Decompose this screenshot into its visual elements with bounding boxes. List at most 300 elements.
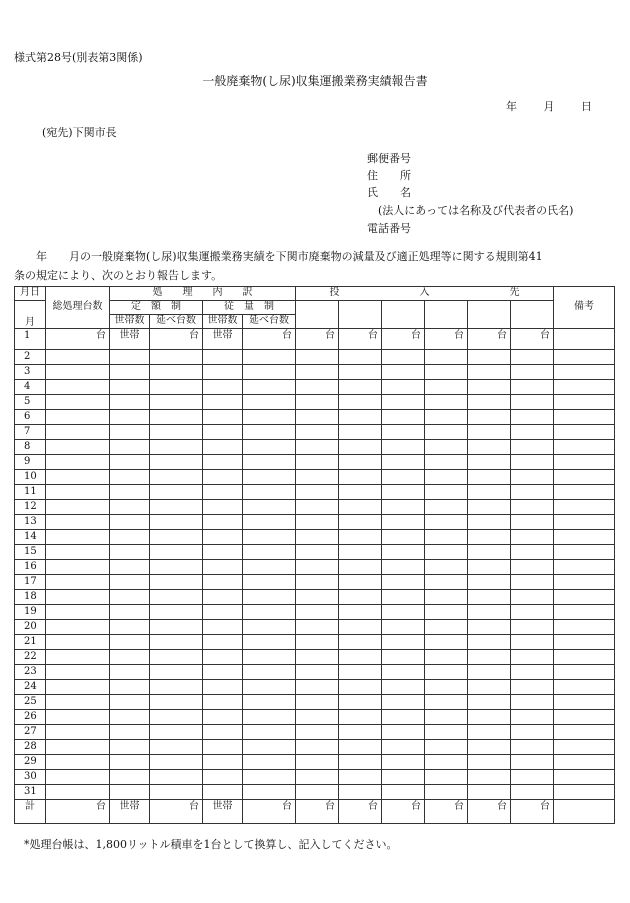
fixed-households-cell[interactable]	[110, 575, 150, 590]
fixed-cumulative-cell[interactable]	[150, 545, 203, 560]
fixed-cumulative-cell[interactable]	[150, 500, 203, 515]
destination-units-cell[interactable]	[468, 755, 511, 770]
destination-units-cell[interactable]	[382, 485, 425, 500]
destination-units-sum[interactable]: 台	[425, 800, 468, 824]
destination-units-cell[interactable]	[339, 725, 382, 740]
destination-units-cell[interactable]	[382, 560, 425, 575]
total-units-cell[interactable]: 台	[46, 328, 110, 349]
remarks-sum[interactable]	[554, 800, 615, 824]
fixed-households-cell[interactable]	[110, 545, 150, 560]
destination-units-cell[interactable]	[296, 575, 339, 590]
destination-units-cell[interactable]	[511, 575, 554, 590]
fixed-cumulative-cell[interactable]	[150, 695, 203, 710]
destination-units-cell[interactable]	[425, 680, 468, 695]
destination-units-cell[interactable]	[425, 620, 468, 635]
volume-cumulative-cell[interactable]	[243, 725, 296, 740]
destination-units-cell[interactable]	[511, 740, 554, 755]
destination-units-cell[interactable]	[296, 350, 339, 365]
destination-units-cell[interactable]	[425, 590, 468, 605]
destination-units-cell[interactable]	[382, 410, 425, 425]
destination-units-cell[interactable]	[339, 740, 382, 755]
volume-cumulative-cell[interactable]: 台	[243, 328, 296, 349]
remarks-cell[interactable]	[554, 470, 615, 485]
fixed-cumulative-cell[interactable]	[150, 350, 203, 365]
fixed-households-cell[interactable]	[110, 440, 150, 455]
fixed-cumulative-cell[interactable]	[150, 515, 203, 530]
destination-units-cell[interactable]	[382, 710, 425, 725]
destination-units-cell[interactable]	[296, 650, 339, 665]
total-units-cell[interactable]	[46, 740, 110, 755]
destination-units-cell[interactable]	[296, 365, 339, 380]
fixed-households-cell[interactable]	[110, 470, 150, 485]
fixed-households-cell[interactable]	[110, 695, 150, 710]
fixed-cumulative-cell[interactable]	[150, 785, 203, 800]
volume-households-cell[interactable]	[203, 560, 243, 575]
destination-units-cell[interactable]	[511, 455, 554, 470]
fixed-households-cell[interactable]	[110, 740, 150, 755]
destination-units-cell[interactable]	[511, 680, 554, 695]
destination-units-cell[interactable]	[511, 380, 554, 395]
destination-units-cell[interactable]	[511, 365, 554, 380]
destination-units-cell[interactable]	[425, 575, 468, 590]
volume-households-cell[interactable]	[203, 725, 243, 740]
destination-units-cell[interactable]	[468, 785, 511, 800]
volume-cumulative-cell[interactable]	[243, 530, 296, 545]
total-units-cell[interactable]	[46, 665, 110, 680]
destination-units-cell[interactable]	[382, 665, 425, 680]
volume-cumulative-cell[interactable]	[243, 680, 296, 695]
total-units-cell[interactable]	[46, 515, 110, 530]
destination-units-cell[interactable]	[468, 770, 511, 785]
total-units-cell[interactable]	[46, 560, 110, 575]
fixed-households-cell[interactable]	[110, 530, 150, 545]
volume-households-cell[interactable]	[203, 740, 243, 755]
fixed-cumulative-cell[interactable]	[150, 665, 203, 680]
total-units-cell[interactable]	[46, 710, 110, 725]
fixed-cumulative-cell[interactable]	[150, 770, 203, 785]
destination-units-sum[interactable]: 台	[468, 800, 511, 824]
total-units-cell[interactable]	[46, 695, 110, 710]
destination-units-cell[interactable]: 台	[425, 328, 468, 349]
total-units-cell[interactable]	[46, 500, 110, 515]
volume-cumulative-cell[interactable]	[243, 770, 296, 785]
fixed-cumulative-cell[interactable]	[150, 590, 203, 605]
remarks-cell[interactable]	[554, 328, 615, 349]
destination-units-cell[interactable]	[382, 680, 425, 695]
total-units-cell[interactable]	[46, 470, 110, 485]
fixed-households-cell[interactable]	[110, 395, 150, 410]
destination-units-cell[interactable]: 台	[468, 328, 511, 349]
remarks-cell[interactable]	[554, 485, 615, 500]
remarks-cell[interactable]	[554, 755, 615, 770]
volume-cumulative-cell[interactable]	[243, 440, 296, 455]
destination-units-cell[interactable]	[382, 590, 425, 605]
destination-units-cell[interactable]	[296, 590, 339, 605]
total-units-cell[interactable]	[46, 380, 110, 395]
destination-units-sum[interactable]: 台	[511, 800, 554, 824]
fixed-households-cell[interactable]	[110, 785, 150, 800]
destination-units-cell[interactable]	[296, 410, 339, 425]
remarks-cell[interactable]	[554, 440, 615, 455]
destination-units-cell[interactable]	[511, 785, 554, 800]
remarks-cell[interactable]	[554, 770, 615, 785]
destination-units-cell[interactable]	[339, 395, 382, 410]
remarks-cell[interactable]	[554, 425, 615, 440]
destination-units-cell[interactable]	[468, 620, 511, 635]
destination-units-cell[interactable]	[296, 620, 339, 635]
destination-units-cell[interactable]	[425, 770, 468, 785]
volume-households-cell[interactable]	[203, 485, 243, 500]
destination-units-cell[interactable]	[382, 740, 425, 755]
destination-units-cell[interactable]	[468, 710, 511, 725]
destination-units-cell[interactable]	[382, 395, 425, 410]
fixed-cumulative-sum[interactable]: 台	[150, 800, 203, 824]
destination-units-cell[interactable]	[511, 755, 554, 770]
destination-units-cell[interactable]	[296, 560, 339, 575]
destination-units-cell[interactable]	[382, 425, 425, 440]
destination-units-cell[interactable]	[468, 470, 511, 485]
destination-units-cell[interactable]	[468, 650, 511, 665]
destination-units-cell[interactable]	[339, 635, 382, 650]
destination-units-cell[interactable]	[339, 575, 382, 590]
destination-units-cell[interactable]	[425, 500, 468, 515]
volume-households-cell[interactable]	[203, 650, 243, 665]
volume-cumulative-cell[interactable]	[243, 605, 296, 620]
fixed-households-sum[interactable]: 世帯	[110, 800, 150, 824]
volume-households-cell[interactable]	[203, 470, 243, 485]
destination-units-cell[interactable]	[296, 785, 339, 800]
destination-units-cell[interactable]	[339, 440, 382, 455]
destination-units-cell[interactable]	[468, 695, 511, 710]
destination-units-cell[interactable]	[511, 590, 554, 605]
destination-units-cell[interactable]	[468, 545, 511, 560]
total-units-cell[interactable]	[46, 635, 110, 650]
total-units-cell[interactable]	[46, 545, 110, 560]
destination-units-cell[interactable]	[425, 710, 468, 725]
destination-units-cell[interactable]	[339, 485, 382, 500]
destination-units-cell[interactable]: 台	[382, 328, 425, 349]
destination-units-cell[interactable]	[296, 695, 339, 710]
destination-cell[interactable]	[296, 300, 339, 328]
destination-units-cell[interactable]	[296, 455, 339, 470]
destination-units-cell[interactable]	[339, 695, 382, 710]
total-units-cell[interactable]	[46, 455, 110, 470]
fixed-households-cell[interactable]	[110, 680, 150, 695]
destination-units-cell[interactable]	[382, 635, 425, 650]
total-units-cell[interactable]	[46, 785, 110, 800]
remarks-cell[interactable]	[554, 515, 615, 530]
destination-units-cell[interactable]: 台	[339, 328, 382, 349]
fixed-cumulative-cell[interactable]	[150, 680, 203, 695]
fixed-cumulative-cell[interactable]	[150, 425, 203, 440]
volume-cumulative-cell[interactable]	[243, 635, 296, 650]
destination-units-cell[interactable]	[425, 485, 468, 500]
volume-households-cell[interactable]	[203, 530, 243, 545]
destination-units-cell[interactable]	[425, 380, 468, 395]
destination-units-cell[interactable]	[511, 665, 554, 680]
fixed-households-cell[interactable]	[110, 710, 150, 725]
destination-units-cell[interactable]	[339, 590, 382, 605]
destination-units-cell[interactable]	[382, 545, 425, 560]
destination-units-sum[interactable]: 台	[382, 800, 425, 824]
destination-units-cell[interactable]	[296, 710, 339, 725]
destination-units-cell[interactable]	[382, 380, 425, 395]
remarks-cell[interactable]	[554, 725, 615, 740]
fixed-households-cell[interactable]	[110, 500, 150, 515]
volume-households-cell[interactable]	[203, 695, 243, 710]
destination-units-cell[interactable]	[425, 650, 468, 665]
remarks-cell[interactable]	[554, 635, 615, 650]
volume-cumulative-cell[interactable]	[243, 755, 296, 770]
remarks-cell[interactable]	[554, 530, 615, 545]
destination-units-cell[interactable]	[425, 785, 468, 800]
fixed-households-cell[interactable]	[110, 635, 150, 650]
volume-cumulative-cell[interactable]	[243, 470, 296, 485]
fixed-cumulative-cell[interactable]	[150, 485, 203, 500]
destination-units-cell[interactable]	[339, 620, 382, 635]
remarks-cell[interactable]	[554, 785, 615, 800]
destination-units-cell[interactable]	[425, 515, 468, 530]
destination-units-cell[interactable]	[511, 695, 554, 710]
volume-households-cell[interactable]: 世帯	[203, 328, 243, 349]
destination-units-cell[interactable]	[339, 365, 382, 380]
destination-units-cell[interactable]	[339, 380, 382, 395]
destination-units-cell[interactable]	[511, 470, 554, 485]
remarks-cell[interactable]	[554, 590, 615, 605]
volume-cumulative-cell[interactable]	[243, 590, 296, 605]
fixed-cumulative-cell[interactable]: 台	[150, 328, 203, 349]
destination-units-cell[interactable]	[339, 665, 382, 680]
remarks-cell[interactable]	[554, 380, 615, 395]
destination-units-cell[interactable]	[296, 500, 339, 515]
destination-units-cell[interactable]	[425, 740, 468, 755]
destination-units-cell[interactable]	[511, 710, 554, 725]
destination-units-cell[interactable]	[339, 755, 382, 770]
total-units-cell[interactable]	[46, 605, 110, 620]
volume-cumulative-cell[interactable]	[243, 455, 296, 470]
destination-units-cell[interactable]	[468, 455, 511, 470]
volume-households-cell[interactable]	[203, 545, 243, 560]
destination-units-cell[interactable]	[468, 350, 511, 365]
destination-units-cell[interactable]	[468, 500, 511, 515]
fixed-cumulative-cell[interactable]	[150, 440, 203, 455]
destination-units-cell[interactable]	[339, 515, 382, 530]
fixed-households-cell[interactable]	[110, 665, 150, 680]
destination-units-cell[interactable]	[296, 470, 339, 485]
destination-units-cell[interactable]: 台	[296, 328, 339, 349]
destination-units-cell[interactable]	[339, 680, 382, 695]
volume-households-cell[interactable]	[203, 620, 243, 635]
destination-units-cell[interactable]	[511, 395, 554, 410]
destination-units-cell[interactable]	[296, 770, 339, 785]
volume-households-cell[interactable]	[203, 680, 243, 695]
destination-units-cell[interactable]	[425, 440, 468, 455]
total-units-cell[interactable]	[46, 440, 110, 455]
destination-units-cell[interactable]	[382, 530, 425, 545]
destination-units-cell[interactable]	[425, 635, 468, 650]
destination-units-cell[interactable]	[425, 605, 468, 620]
fixed-cumulative-cell[interactable]	[150, 575, 203, 590]
volume-households-sum[interactable]: 世帯	[203, 800, 243, 824]
volume-cumulative-cell[interactable]	[243, 785, 296, 800]
volume-cumulative-cell[interactable]	[243, 500, 296, 515]
volume-households-cell[interactable]	[203, 410, 243, 425]
destination-units-cell[interactable]	[339, 770, 382, 785]
destination-cell[interactable]	[511, 300, 554, 328]
destination-units-cell[interactable]	[296, 425, 339, 440]
destination-units-cell[interactable]	[339, 605, 382, 620]
destination-units-cell[interactable]	[296, 515, 339, 530]
fixed-cumulative-cell[interactable]	[150, 650, 203, 665]
remarks-cell[interactable]	[554, 350, 615, 365]
fixed-cumulative-cell[interactable]	[150, 395, 203, 410]
destination-units-cell[interactable]: 台	[511, 328, 554, 349]
volume-cumulative-cell[interactable]	[243, 365, 296, 380]
destination-cell[interactable]	[468, 300, 511, 328]
destination-units-cell[interactable]	[382, 620, 425, 635]
total-units-cell[interactable]	[46, 395, 110, 410]
destination-units-cell[interactable]	[296, 530, 339, 545]
volume-households-cell[interactable]	[203, 365, 243, 380]
destination-units-cell[interactable]	[382, 605, 425, 620]
volume-cumulative-cell[interactable]	[243, 425, 296, 440]
destination-units-cell[interactable]	[468, 590, 511, 605]
destination-units-cell[interactable]	[511, 485, 554, 500]
destination-units-cell[interactable]	[382, 770, 425, 785]
fixed-households-cell[interactable]	[110, 515, 150, 530]
fixed-households-cell[interactable]	[110, 605, 150, 620]
volume-cumulative-cell[interactable]	[243, 710, 296, 725]
destination-units-cell[interactable]	[468, 485, 511, 500]
destination-units-cell[interactable]	[296, 665, 339, 680]
volume-cumulative-cell[interactable]	[243, 380, 296, 395]
fixed-households-cell[interactable]	[110, 770, 150, 785]
volume-households-cell[interactable]	[203, 515, 243, 530]
destination-units-cell[interactable]	[511, 515, 554, 530]
fixed-households-cell[interactable]	[110, 620, 150, 635]
volume-households-cell[interactable]	[203, 350, 243, 365]
total-units-cell[interactable]	[46, 575, 110, 590]
destination-units-cell[interactable]	[468, 425, 511, 440]
volume-cumulative-cell[interactable]	[243, 395, 296, 410]
destination-units-cell[interactable]	[511, 425, 554, 440]
destination-units-cell[interactable]	[382, 695, 425, 710]
fixed-households-cell[interactable]: 世帯	[110, 328, 150, 349]
destination-units-cell[interactable]	[511, 410, 554, 425]
fixed-households-cell[interactable]	[110, 380, 150, 395]
volume-cumulative-cell[interactable]	[243, 650, 296, 665]
destination-units-sum[interactable]: 台	[339, 800, 382, 824]
total-units-cell[interactable]	[46, 410, 110, 425]
total-units-cell[interactable]	[46, 650, 110, 665]
total-units-cell[interactable]	[46, 680, 110, 695]
destination-units-cell[interactable]	[511, 545, 554, 560]
volume-households-cell[interactable]	[203, 665, 243, 680]
destination-units-cell[interactable]	[339, 650, 382, 665]
destination-units-cell[interactable]	[425, 425, 468, 440]
destination-units-cell[interactable]	[296, 395, 339, 410]
destination-units-cell[interactable]	[425, 530, 468, 545]
destination-units-cell[interactable]	[425, 365, 468, 380]
volume-cumulative-cell[interactable]	[243, 575, 296, 590]
destination-units-cell[interactable]	[339, 425, 382, 440]
destination-units-cell[interactable]	[468, 740, 511, 755]
destination-units-cell[interactable]	[382, 470, 425, 485]
destination-units-cell[interactable]	[339, 350, 382, 365]
volume-households-cell[interactable]	[203, 590, 243, 605]
destination-units-cell[interactable]	[468, 680, 511, 695]
total-units-cell[interactable]	[46, 425, 110, 440]
destination-units-cell[interactable]	[468, 665, 511, 680]
remarks-cell[interactable]	[554, 545, 615, 560]
destination-units-cell[interactable]	[511, 500, 554, 515]
destination-units-cell[interactable]	[339, 785, 382, 800]
volume-cumulative-cell[interactable]	[243, 620, 296, 635]
fixed-cumulative-cell[interactable]	[150, 455, 203, 470]
remarks-cell[interactable]	[554, 605, 615, 620]
volume-households-cell[interactable]	[203, 455, 243, 470]
destination-units-cell[interactable]	[468, 605, 511, 620]
remarks-cell[interactable]	[554, 710, 615, 725]
destination-units-cell[interactable]	[339, 455, 382, 470]
destination-units-cell[interactable]	[382, 755, 425, 770]
destination-units-cell[interactable]	[382, 440, 425, 455]
volume-households-cell[interactable]	[203, 380, 243, 395]
total-units-cell[interactable]	[46, 755, 110, 770]
total-units-cell[interactable]	[46, 350, 110, 365]
destination-units-cell[interactable]	[382, 575, 425, 590]
destination-units-cell[interactable]	[382, 725, 425, 740]
remarks-cell[interactable]	[554, 695, 615, 710]
fixed-cumulative-cell[interactable]	[150, 530, 203, 545]
destination-units-cell[interactable]	[511, 620, 554, 635]
remarks-cell[interactable]	[554, 680, 615, 695]
fixed-households-cell[interactable]	[110, 425, 150, 440]
total-units-cell[interactable]	[46, 485, 110, 500]
destination-units-cell[interactable]	[468, 380, 511, 395]
volume-households-cell[interactable]	[203, 755, 243, 770]
destination-units-cell[interactable]	[468, 635, 511, 650]
destination-units-cell[interactable]	[425, 560, 468, 575]
volume-cumulative-cell[interactable]	[243, 560, 296, 575]
volume-households-cell[interactable]	[203, 785, 243, 800]
destination-units-cell[interactable]	[511, 440, 554, 455]
destination-units-cell[interactable]	[511, 530, 554, 545]
total-units-cell[interactable]	[46, 725, 110, 740]
remarks-cell[interactable]	[554, 575, 615, 590]
total-units-sum[interactable]: 台	[46, 800, 110, 824]
destination-units-cell[interactable]	[425, 755, 468, 770]
destination-units-cell[interactable]	[296, 485, 339, 500]
destination-units-cell[interactable]	[296, 635, 339, 650]
volume-cumulative-cell[interactable]	[243, 545, 296, 560]
volume-households-cell[interactable]	[203, 425, 243, 440]
fixed-households-cell[interactable]	[110, 365, 150, 380]
fixed-households-cell[interactable]	[110, 350, 150, 365]
volume-cumulative-sum[interactable]: 台	[243, 800, 296, 824]
destination-units-cell[interactable]	[468, 560, 511, 575]
destination-units-cell[interactable]	[468, 725, 511, 740]
destination-units-cell[interactable]	[382, 350, 425, 365]
volume-cumulative-cell[interactable]	[243, 350, 296, 365]
destination-units-cell[interactable]	[511, 605, 554, 620]
volume-households-cell[interactable]	[203, 575, 243, 590]
destination-units-cell[interactable]	[382, 650, 425, 665]
total-units-cell[interactable]	[46, 590, 110, 605]
destination-units-cell[interactable]	[382, 515, 425, 530]
total-units-cell[interactable]	[46, 530, 110, 545]
volume-households-cell[interactable]	[203, 500, 243, 515]
